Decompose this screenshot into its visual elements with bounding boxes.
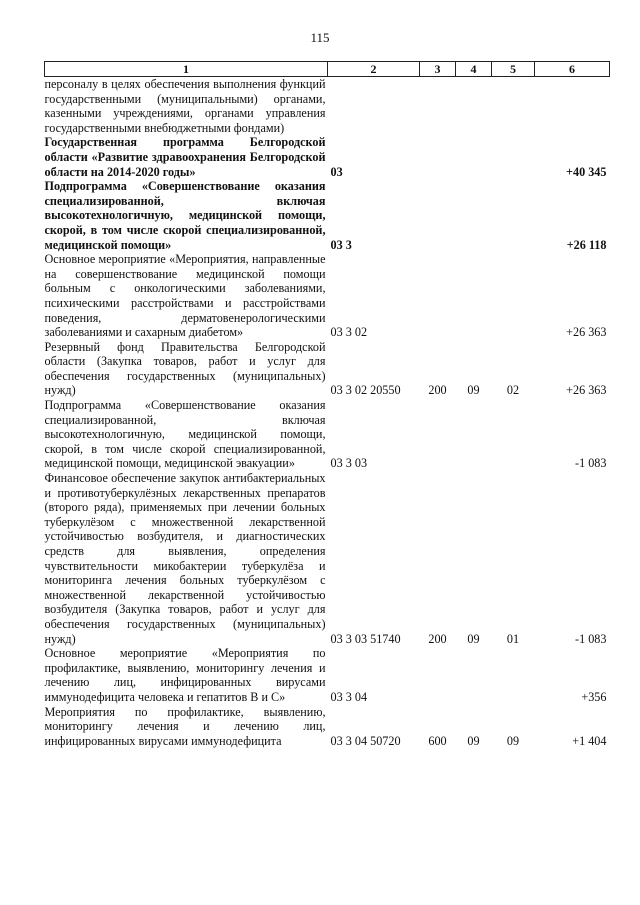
- row-expense-type: [420, 252, 456, 340]
- row-expense-type: [420, 77, 456, 136]
- row-expense-type: [420, 646, 456, 704]
- table-row: [45, 340, 610, 398]
- row-code: 03 3 04: [330, 689, 368, 704]
- row-expense-type: 200: [428, 383, 447, 398]
- row-amount: -1 083: [575, 456, 607, 471]
- row-name: Резервный фонд Правительства Белгородской области (Закупка товаров, работ и услуг для обеспечения государственных (муниципальных) нужд): [44, 339, 326, 398]
- header-col-2: 2: [328, 62, 420, 77]
- row-code: 03 3 02: [330, 325, 368, 340]
- table-header-row: [45, 62, 610, 77]
- table-row: [45, 135, 610, 179]
- row-subsection: [492, 398, 535, 471]
- row-amount: -1 083: [575, 631, 607, 646]
- row-name: Основное мероприятие «Мероприятия, направленные на совершенствование медицинской помощи больным с онкологическими заболеваниями, психическими расстройствами и расстройствами поведения, дерматовенерологическими заболеваниями и сахарным диабетом»: [44, 252, 326, 340]
- row-expense-type: 200: [428, 631, 447, 646]
- row-amount: +26 118: [566, 237, 607, 252]
- row-expense-type: 600: [428, 733, 447, 748]
- row-code: 03 3 03: [330, 456, 368, 471]
- row-code: 03 3: [330, 237, 352, 252]
- row-section: [456, 77, 492, 136]
- row-section: [456, 252, 492, 340]
- row-section: 09: [467, 631, 480, 646]
- row-name: Подпрограмма «Совершенствование оказания специализированной, включая высокотехнологичную, медицинской помощи, скорой, в том числе скорой специализированной, медицинской помощи»: [44, 179, 326, 252]
- row-code: 03 3 03 51740: [330, 631, 401, 646]
- table-row: [45, 179, 610, 252]
- row-subsection: [492, 135, 535, 179]
- row-subsection: 09: [506, 733, 520, 748]
- row-name: Подпрограмма «Совершенствование оказания специализированной, включая высокотехнологичную, медицинской помощи, скорой, в том числе скорой специализированной, медицинской помощи, медицинской эвакуации»: [44, 398, 326, 471]
- row-name: Основное мероприятие «Мероприятия по профилактике, выявлению, мониторингу лечения и лечению лиц, инфицированных вирусами иммунодефицита человека и гепатитов В и С»: [44, 646, 326, 704]
- row-amount: +40 345: [566, 164, 607, 179]
- row-subsection: [492, 646, 535, 704]
- row-name: Финансовое обеспечение закупок антибактериальных и противотуберкулёзных лекарственных препаратов (второго ряда), применяемых при лечении больных туберкулёзом с множественной лекарственной устойчивостью возбудителя, и диагностических средств для выявления, определения чувствительности микобактерии туберкулёза и мониторинга лечения больных туберкулёзом с множественной лекарственной устойчивостью возбудителя (Закупка товаров, работ и услуг для обеспечения государственных (муниципальных) нужд): [44, 471, 326, 646]
- row-expense-type: [420, 135, 456, 179]
- row-subsection: 02: [506, 383, 520, 398]
- row-subsection: 01: [506, 631, 520, 646]
- page-number: 115: [310, 30, 330, 45]
- row-section: 09: [467, 733, 480, 748]
- row-amount: +356: [581, 689, 607, 704]
- header-col-1: 1: [45, 62, 328, 77]
- row-subsection: [492, 252, 535, 340]
- row-code: 03 3 04 50720: [330, 733, 401, 748]
- row-name: персоналу в целях обеспечения выполнения функций государственными (муниципальными) органами, казенными учреждениями, органами управления государственными внебюджетными фондами): [44, 77, 326, 135]
- table-row: [45, 646, 610, 704]
- row-section: [456, 135, 492, 179]
- table-row: [45, 252, 610, 340]
- row-name: Государственная программа Белгородской области «Развитие здравоохранения Белгородской области на 2014-2020 годы»: [44, 135, 326, 179]
- table-row: [45, 471, 610, 646]
- row-amount: +26 363: [566, 325, 607, 340]
- row-section: [456, 179, 492, 252]
- row-code: [328, 77, 420, 136]
- row-expense-type: [420, 398, 456, 471]
- table-body: [45, 77, 610, 749]
- row-subsection: [492, 77, 535, 136]
- table-row: [45, 705, 610, 749]
- row-name: Мероприятия по профилактике, выявлению, мониторингу лечения и лечению лиц, инфицированных вирусами иммунодефицита: [44, 704, 326, 748]
- table-row: [45, 398, 610, 471]
- row-section: [456, 398, 492, 471]
- row-section: 09: [467, 383, 480, 398]
- row-section: [456, 646, 492, 704]
- row-amount: +26 363: [566, 383, 607, 398]
- header-col-4: 4: [456, 62, 492, 77]
- row-subsection: [492, 179, 535, 252]
- header-col-5: 5: [492, 62, 535, 77]
- row-expense-type: [420, 179, 456, 252]
- header-col-3: 3: [420, 62, 456, 77]
- row-amount: +1 404: [572, 733, 607, 748]
- row-code: 03 3 02 20550: [330, 383, 401, 398]
- row-amount: [535, 77, 610, 136]
- header-col-6: 6: [535, 62, 610, 77]
- budget-table: [44, 61, 610, 748]
- row-code: 03: [330, 164, 343, 179]
- table-row: [45, 77, 610, 136]
